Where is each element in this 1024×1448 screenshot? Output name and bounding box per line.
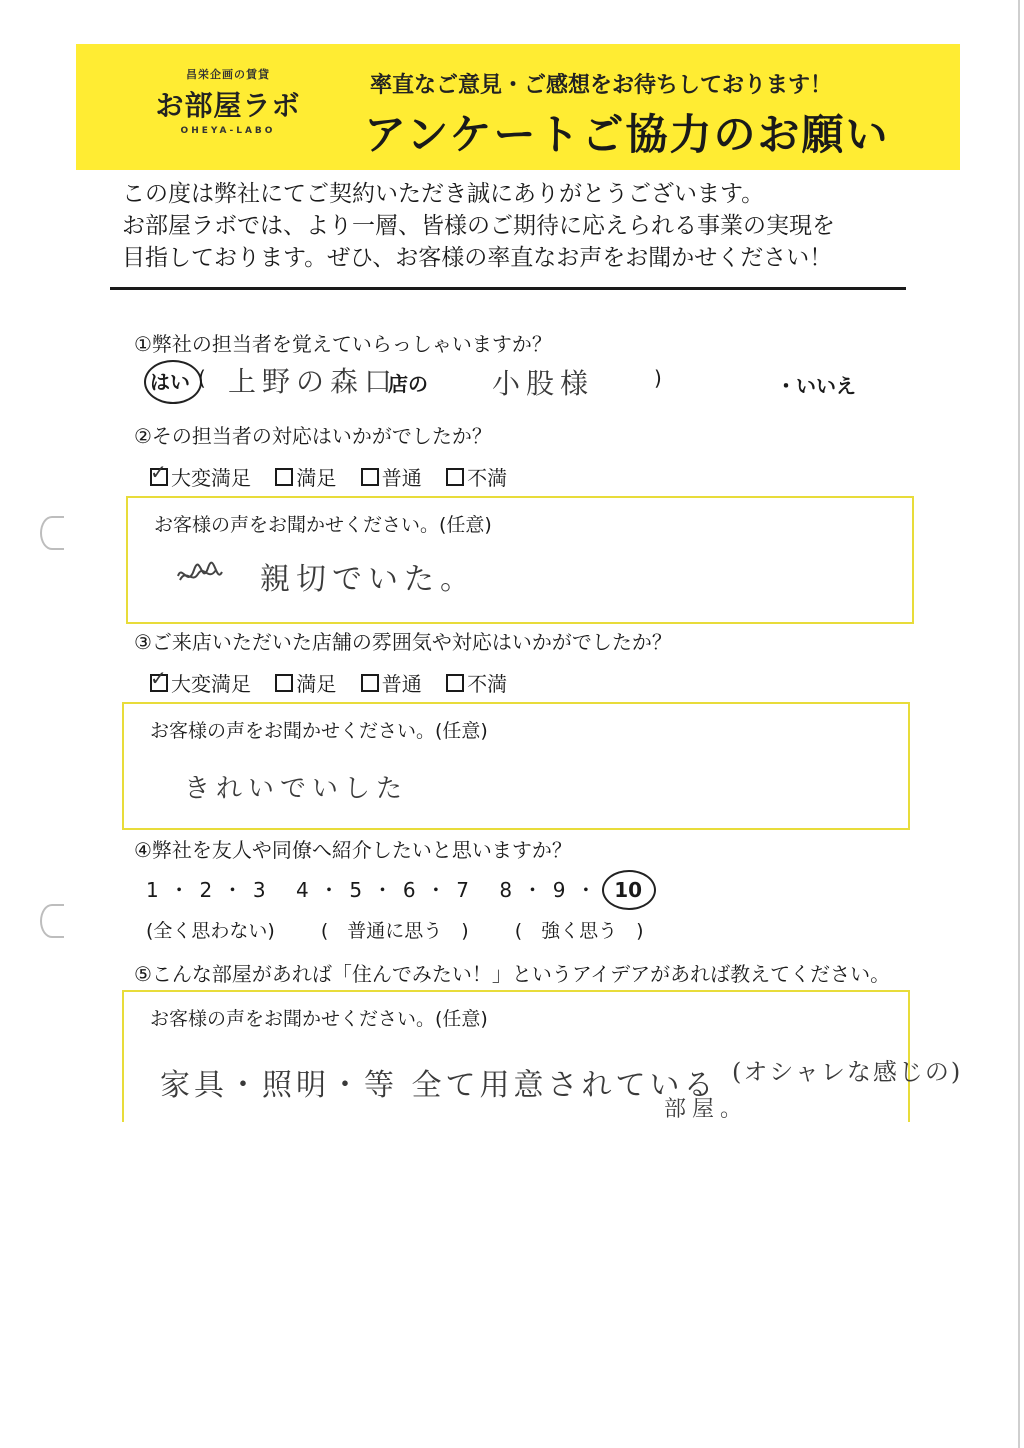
header-lead: 率直なご意見・ご感想をお待ちしております！ [370,73,833,98]
q4-label-high: ( 強く思う ) [514,920,644,942]
q3-question: ③ご来店いただいた店舗の雰囲気や対応はいかがでしたか？ [134,630,672,654]
q2-option-normal[interactable]: 普通 [361,462,422,491]
q4-selected-circle [602,870,656,910]
q3-options [150,668,525,697]
q1-store-suffix: 店の [388,372,428,396]
q3-option-satisfied[interactable]: 満足 [275,668,336,697]
q3-option-dissatisfied[interactable]: 不満 [446,668,507,697]
page-title: アンケートご協力のお願い [364,110,890,159]
q1-close-paren: ) [654,366,662,390]
q1-no-option[interactable]: ・いいえ [776,374,856,398]
page-edge [1018,0,1020,1448]
punch-hole-bottom [40,904,64,938]
intro-line-1: この度は弊社にてご契約いただき誠にありがとうございます。 [122,181,765,207]
q4-scale[interactable] [146,874,642,903]
intro-text [122,178,835,274]
q2-option-dissatisfied[interactable]: 不満 [446,462,507,491]
q5-comment-label: お客様の声をお聞かせください。(任意) [150,1008,488,1030]
checkbox[interactable] [446,674,464,692]
logo-name: お部屋ラボ [155,89,301,122]
q1-question: ①弊社の担当者を覚えていらっしゃいますか？ [134,332,552,356]
q2-question: ②その担当者の対応はいかがでしたか？ [134,424,492,448]
q4-label-low: (全く思わない) [146,920,275,942]
checkbox-checked[interactable] [150,674,168,692]
q3-comment-box[interactable] [122,702,910,830]
q4-scale-selected[interactable]: 10 [614,878,642,902]
intro-line-2: お部屋ラボでは、より一層、皆様のご期待に応えられる事業の実現を [122,213,835,239]
logo-tagline: 昌栄企画の賃貸 [186,68,270,81]
checkbox[interactable] [446,468,464,486]
q5-question: ⑤こんな部屋があれば「住んでみたい！」というアイデアがあれば教えてください。 [134,962,891,986]
q3-option-normal[interactable]: 普通 [361,668,422,697]
checkbox[interactable] [361,468,379,486]
q3-comment-label: お客様の声をお聞かせください。(任意) [150,720,488,742]
q4-scale-values: 1 ・ 2 ・ 3 4 ・ 5 ・ 6 ・ 7 8 ・ 9 ・ [146,878,596,902]
q2-option-satisfied[interactable]: 満足 [275,462,336,491]
punch-hole-top [40,516,64,550]
q4-scale-labels [146,916,684,943]
q2-options [150,462,525,491]
q5-comment-handwritten-2: 部屋。 [664,1097,749,1122]
scribble-mark [176,560,224,590]
q4-label-mid: ( 普通に思う ) [320,920,469,942]
intro-line-3: 目指しております。ぜひ、お客様の率直なお声をお聞かせください！ [122,245,833,271]
q2-option-very-satisfied[interactable]: ✓大変満足 [150,462,251,491]
q5-comment-handwritten-3: (オシャレな感じの) [732,1058,963,1086]
q3-comment-handwritten: きれいでいした [184,774,409,804]
checkbox[interactable] [275,468,293,486]
q3-option-very-satisfied[interactable]: ✓大変満足 [150,668,251,697]
q2-comment-box[interactable] [126,496,914,624]
q2-comment-handwritten: 親切でいた。 [260,562,476,597]
q1-open-paren: ( [198,366,206,390]
q1-yes-option[interactable]: はい [150,370,190,394]
survey-header [76,44,960,170]
checkbox[interactable] [361,674,379,692]
q2-comment-label: お客様の声をお聞かせください。(任意) [154,514,492,536]
q5-comment-handwritten: 家具・照明・等 全て用意されている [160,1068,718,1103]
logo-romaji: OHEYA-LABO [180,126,276,136]
divider [110,287,906,290]
q1-staff-handwritten: 小股様 [492,367,595,400]
q1-store-handwritten: 上野の森口 [228,365,399,398]
q4-question: ④弊社を友人や同僚へ紹介したいと思いますか？ [134,838,572,862]
oheya-labo-logo [138,66,318,146]
q5-comment-box[interactable] [122,990,963,1122]
checkbox-checked[interactable] [150,468,168,486]
checkbox[interactable] [275,674,293,692]
